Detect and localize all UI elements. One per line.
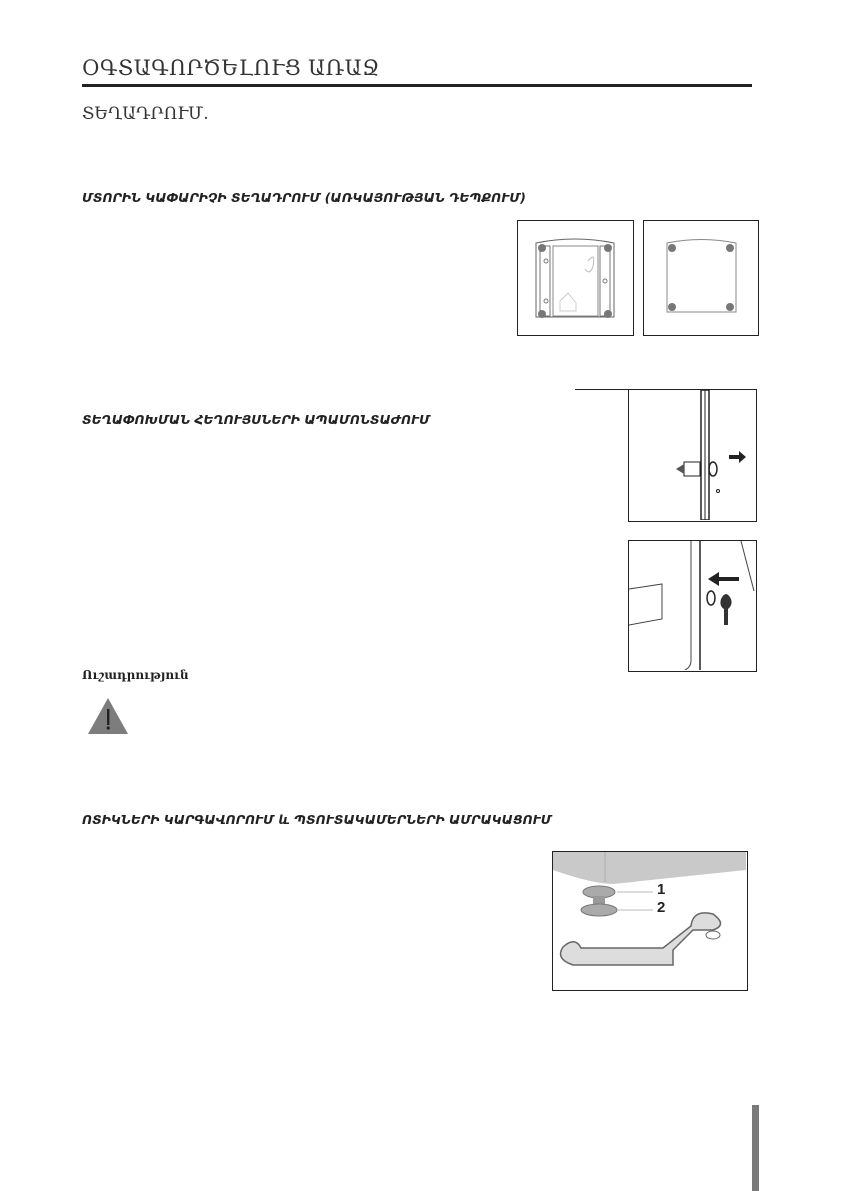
page-subtitle: ՏԵՂԱԴՐՈՒՄ. [82,104,209,124]
page-edge-tab [752,1105,759,1191]
warning-triangle-icon [87,697,129,739]
cover-figure-plate [643,220,759,336]
nut-label-2: 2 [657,899,666,916]
figure-leader-line [575,389,628,390]
feet-adjustment-figure [552,851,748,991]
transport-cap-install-figure [628,540,757,672]
section-heading-cover: ՄՏՈՐԻՆ ԿԱՓԱՐԻՉԻ ՏԵՂԱԴՐՈՒՄ (ԱՌԿԱՅՈՒԹՅԱՆ ԴԵՊՔՈՒՄ) [82,190,526,205]
section-heading-feet: ՈՏԻԿՆԵՐԻ ԿԱՐԳԱՎՈՐՈՒՄ և ՊՏՈՒՏԱԿԱՄԵՐՆԵՐԻ ԱՄՐԱԿԱՑՈՒՄ [82,812,552,827]
page-title: ՕԳՏԱԳՈՐԾԵԼՈՒՑ ԱՌԱՋ [82,56,381,80]
cover-figure-back [517,220,634,336]
warning-label: Ուշադրություն [82,668,189,682]
title-divider [82,84,752,87]
nut-label-1: 1 [657,881,666,898]
section-heading-transport: ՏԵՂԱՓՈԽՄԱՆ ՀԵՂՈՒՅՍՆԵՐԻ ԱՊԱՄՈՆՏԱԺՈՒՄ [82,412,430,427]
transport-bolt-removal-figure [628,389,757,522]
